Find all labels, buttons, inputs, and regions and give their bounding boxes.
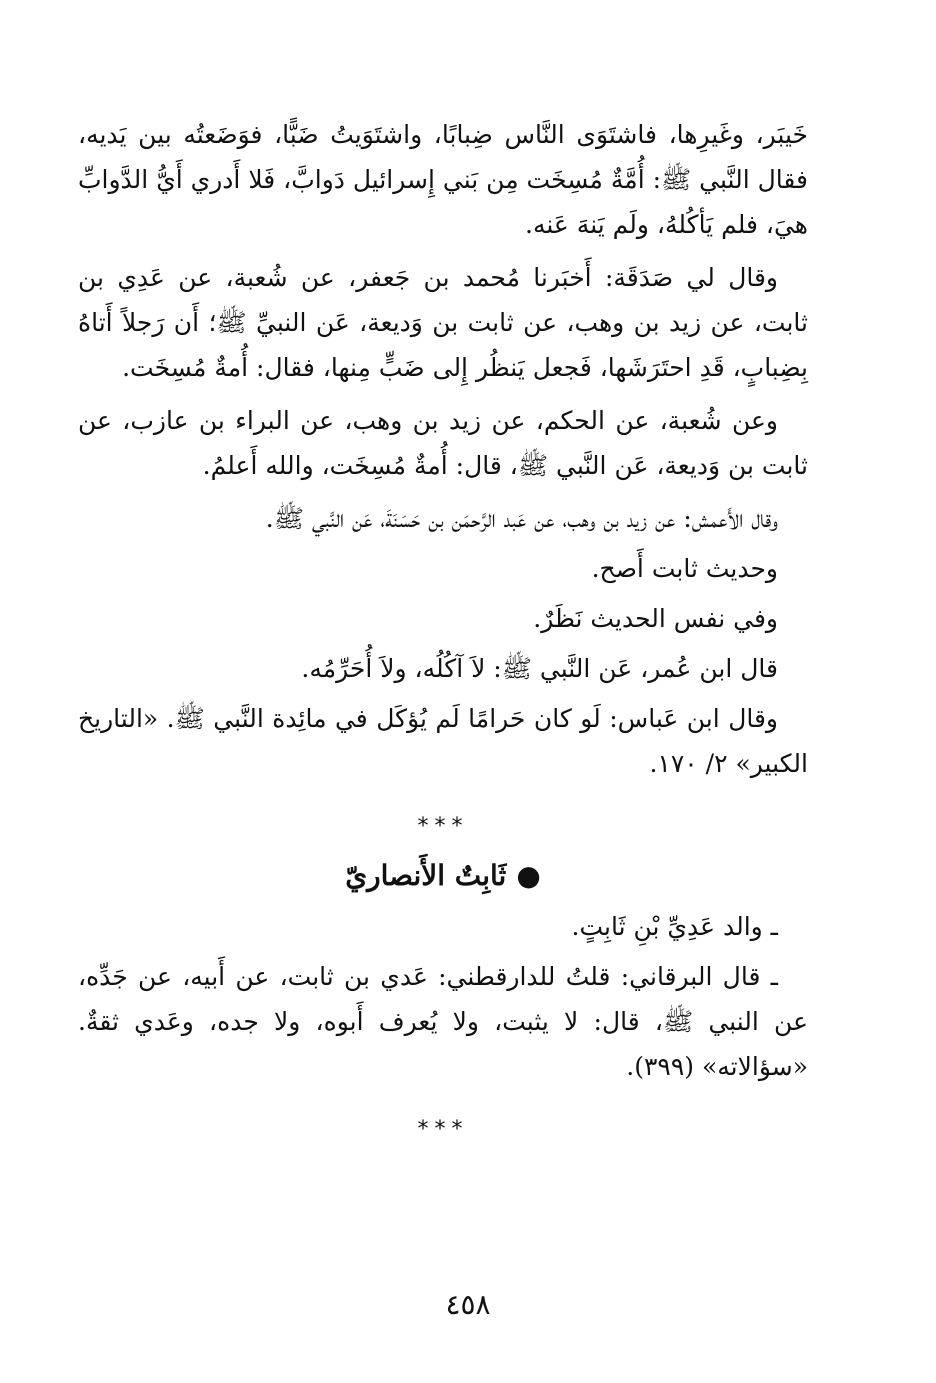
section-separator-top: *** bbox=[417, 814, 469, 839]
main-text bbox=[78, 112, 808, 1156]
paragraph-2: وقال لي صَدَقَة: أَخبَرنا مُحمد بن جَعفر، عن شُعبة، عن عَدِي بن ثابت، عن زيد بن وهب، عن ثابت بن وَديعة، عَن النبيِّ ﷺ؛ أَن رَجلاً أَتاهُ بِضِبابٍ، قَدِ احتَرَشَها، فَجعل يَنظُر إِلى ضَبٍّ مِنها، فقال: أُمةٌ مُسِخَت. bbox=[78, 263, 808, 382]
paragraph-4: وقال الأَعمش: عن زيد بن وهب، عن عَبد الرَّحمَن بن حَسَنَةَ، عَن النَّبي ﷺ. bbox=[265, 504, 778, 533]
entry-heading-text: ثَابِتٌ الأَنصاريّ bbox=[345, 859, 507, 892]
paragraph-7: قال ابن عُمر، عَن النَّبي ﷺ: لاَ آكُلُه، ولاَ أُحَرِّمُه. bbox=[301, 654, 778, 683]
bullet-icon: ● bbox=[516, 859, 541, 892]
paragraph-6: وفي نفس الحديث نَظَرٌ. bbox=[533, 604, 778, 633]
entry-paragraph-2: ـ قال البرقاني: قلتُ للدارقطني: عَدي بن ثابت، عن أَبيه، عن جَدِّه، عن النبي ﷺ، قال: لا يثبت، ولا يُعرف أَبوه، ولا جده، وعَدي ثقةٌ. «سؤالاته» (٣٩٩). bbox=[78, 962, 808, 1081]
entry-paragraph-1: ـ والد عَدِيِّ بْنِ ثَابِتٍ. bbox=[571, 912, 778, 941]
paragraph-8: وقال ابن عَباس: لَو كان حَرامًا لَم يُؤكَل في مائِدة النَّبي ﷺ. «التاريخ الكبير» ٢/ ١٧٠. bbox=[78, 704, 808, 778]
section-separator-bottom: *** bbox=[417, 1117, 469, 1142]
paragraph-5: وحديث ثابت أَصح. bbox=[591, 554, 778, 583]
page-number: ٤٥٨ bbox=[445, 1288, 491, 1321]
paragraph-1: خَيبَر، وغَيرِها، فاشتَوَى النَّاس ضِبابًا، واشتَوَيتُ ضَبًّا، فوَضَعتُه بين يَديه، فقال النَّبي ﷺ: أُمَّةٌ مُسِخَت مِن بَني إِسرائيل دَوابَّ، فَلا أَدري أَيُّ الدَّوابِّ هيَ، فلم يَأكُلهُ، ولَم يَنهَ عَنه. bbox=[78, 120, 808, 239]
entry-heading bbox=[78, 853, 808, 898]
paragraph-3: وعن شُعبة، عن الحكم، عن زيد بن وهب، عن البراء بن عازب، عن ثابت بن وَديعة، عَن النَّبي ﷺ، قال: أُمةٌ مُسِخَت، والله أَعلمُ. bbox=[78, 406, 808, 480]
